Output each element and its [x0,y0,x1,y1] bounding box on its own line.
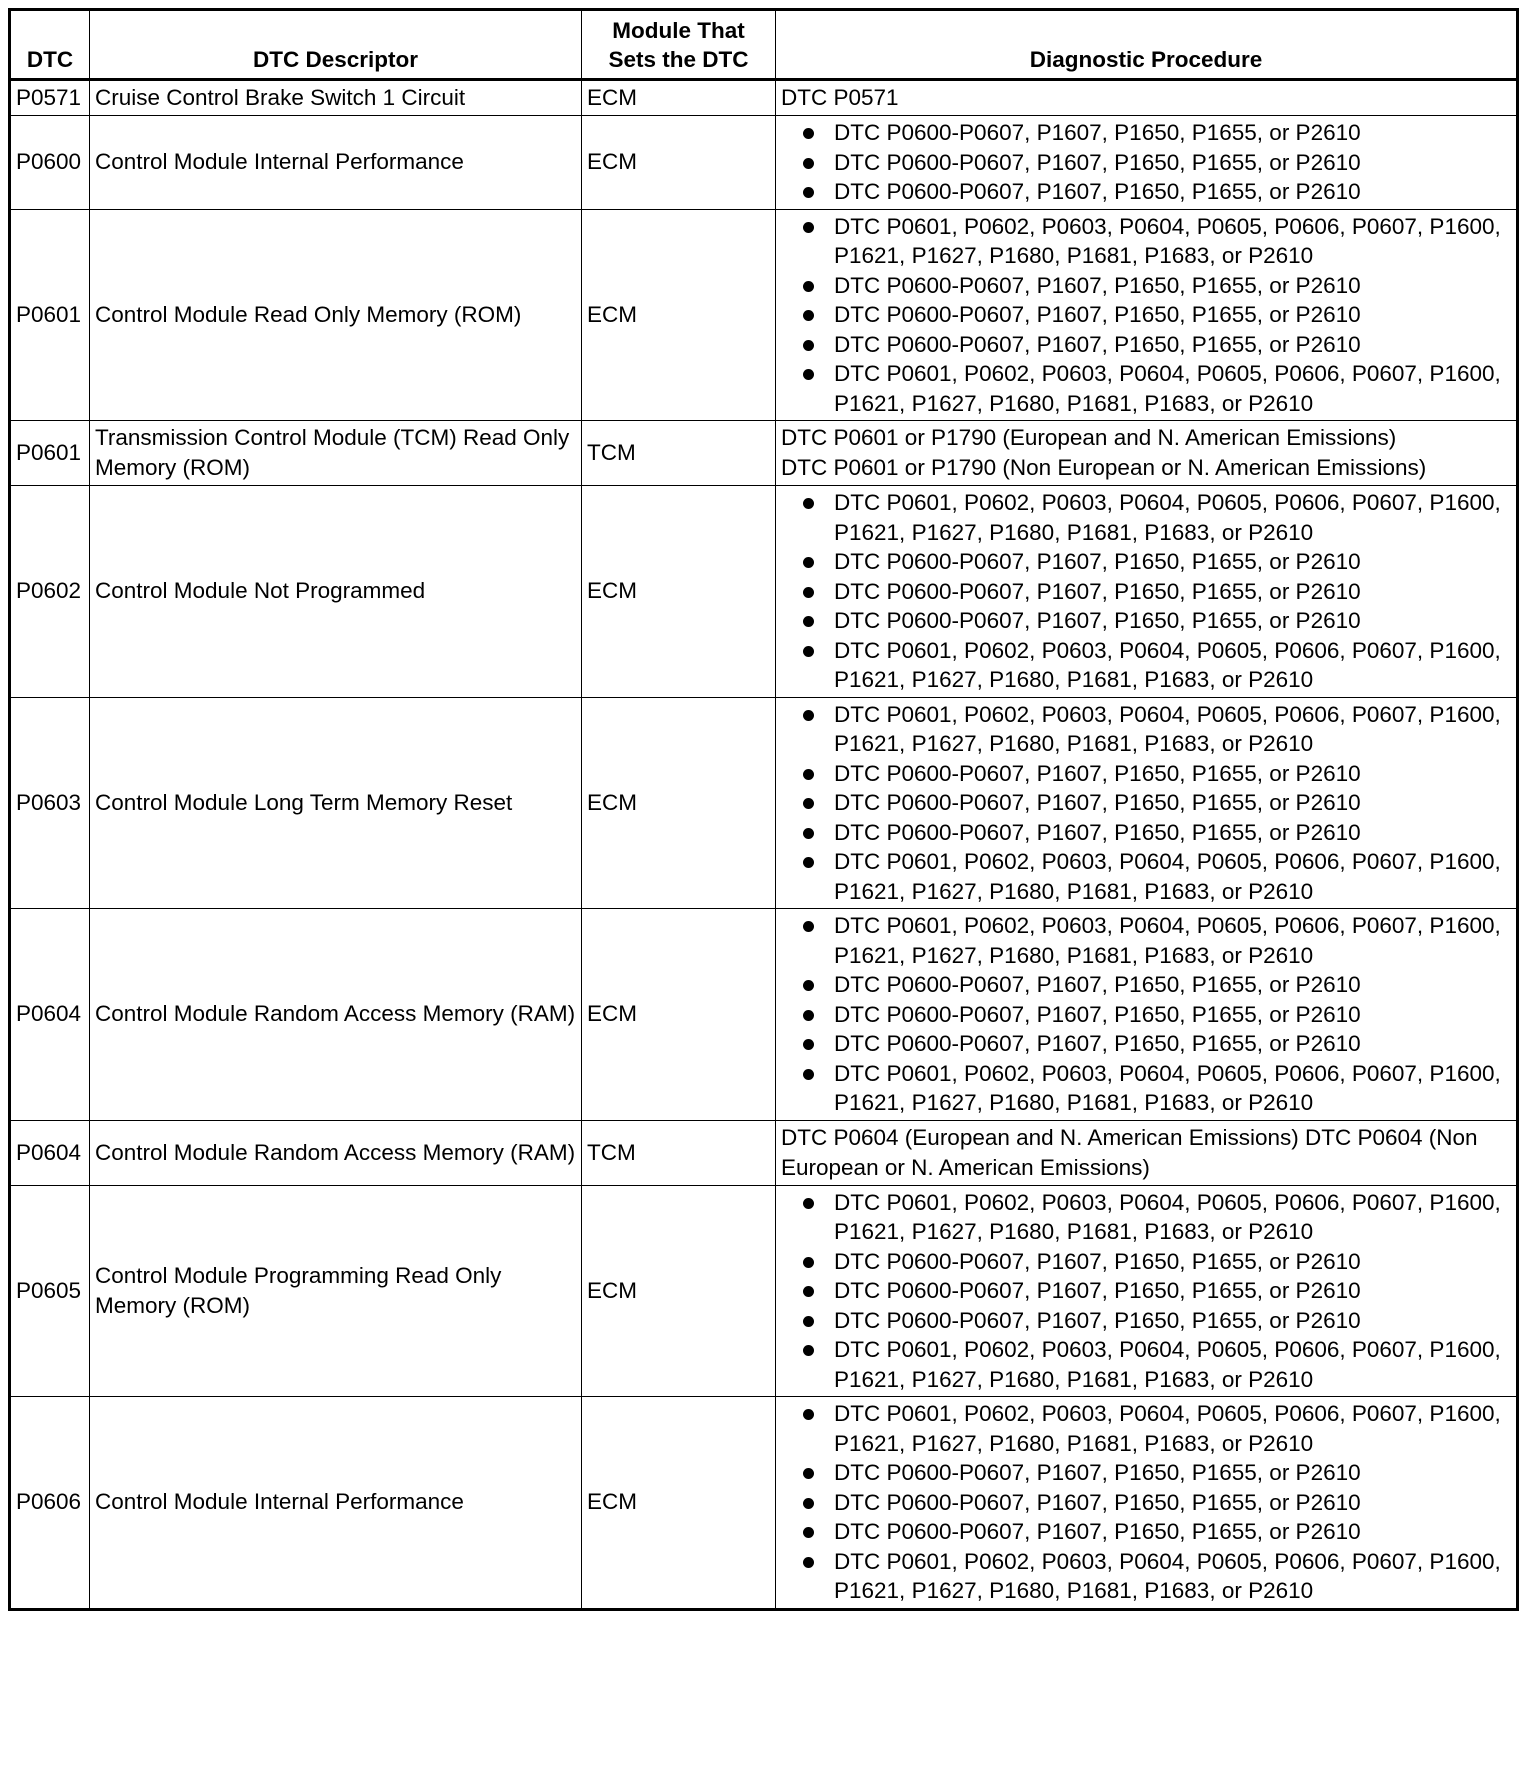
table-header [10,10,1518,80]
bullet-icon [803,1527,814,1538]
bullet-icon [803,1069,814,1080]
procedure-item-text: DTC P0601, P0602, P0603, P0604, P0605, P0606, P0607, P1600, P1621, P1627, P1680, P1681, P1683, or P2610 [834,361,1501,416]
cell-dtc: P0605 [10,1185,90,1397]
procedure-item-text: DTC P0600-P0607, P1607, P1650, P1655, or P2610 [834,549,1361,574]
table-row [10,116,1518,210]
bullet-icon [803,498,814,509]
procedure-item [781,759,1511,789]
procedure-item-text: DTC P0600-P0607, P1607, P1650, P1655, or P2610 [834,1307,1361,1333]
bullet-icon [803,769,814,780]
table-body [10,80,1518,1610]
procedure-item [781,818,1511,848]
procedure-item [781,1029,1511,1059]
bullet-icon [803,1257,814,1268]
procedure-item [781,606,1511,636]
table-row [10,209,1518,421]
procedure-item-text: DTC P0600-P0607, P1607, P1650, P1655, or P2610 [834,302,1361,327]
bullet-icon [803,340,814,351]
procedure-item [781,212,1511,271]
cell-descriptor: Transmission Control Module (TCM) Read Only Memory (ROM) [90,421,582,486]
procedure-item-text: DTC P0600-P0607, P1607, P1650, P1655, or P2610 [834,819,1361,845]
procedure-item [781,636,1511,695]
cell-module: ECM [582,1397,776,1610]
procedure-item [781,359,1511,418]
document-page [8,8,1519,1611]
bullet-icon [803,310,814,321]
procedure-line: DTC P0601 or P1790 (European and N. American Emissions) [781,425,1397,450]
bullet-icon [803,1316,814,1327]
cell-dtc: P0603 [10,697,90,909]
procedure-list [781,118,1511,207]
procedure-item-text: DTC P0600-P0607, P1607, P1650, P1655, or P2610 [834,149,1361,175]
bullet-icon [803,187,814,198]
procedure-list [781,488,1511,695]
table-row [10,1120,1518,1185]
bullet-icon [803,1198,814,1209]
bullet-icon [803,980,814,991]
procedure-item [781,1517,1511,1547]
cell-procedure [776,1120,1518,1185]
procedure-item-text: DTC P0601, P0602, P0603, P0604, P0605, P0606, P0607, P1600, P1621, P1627, P1680, P1681, P1683, or P2610 [834,1060,1501,1115]
bullet-icon [803,128,814,139]
procedure-item [781,1547,1511,1606]
bullet-icon [803,798,814,809]
procedure-item [781,1247,1511,1277]
cell-module: ECM [582,697,776,909]
procedure-item [781,330,1511,360]
bullet-icon [803,921,814,932]
cell-dtc: P0604 [10,909,90,1121]
procedure-item-text: DTC P0600-P0607, P1607, P1650, P1655, or P2610 [834,760,1361,786]
cell-module: TCM [582,1120,776,1185]
cell-module: ECM [582,909,776,1121]
procedure-item [781,1188,1511,1247]
table-row [10,80,1518,116]
procedure-item [781,148,1511,178]
cell-module: ECM [582,486,776,698]
cell-descriptor: Control Module Random Access Memory (RAM) [90,1120,582,1185]
procedure-item [781,700,1511,759]
bullet-icon [803,1039,814,1050]
bullet-icon [803,158,814,169]
bullet-icon [803,616,814,627]
procedure-item-text: DTC P0600-P0607, P1607, P1650, P1655, or P2610 [834,331,1361,357]
bullet-icon [803,1345,814,1356]
procedure-item [781,118,1511,148]
cell-dtc: P0604 [10,1120,90,1185]
procedure-item [781,547,1511,577]
cell-module: ECM [582,80,776,116]
bullet-icon [803,1010,814,1021]
procedure-item-text: DTC P0600-P0607, P1607, P1650, P1655, or P2610 [834,608,1361,633]
cell-dtc: P0571 [10,80,90,116]
bullet-icon [803,646,814,657]
procedure-item-text: DTC P0600-P0607, P1607, P1650, P1655, or P2610 [834,1278,1361,1303]
procedure-item-text: DTC P0600-P0607, P1607, P1650, P1655, or P2610 [834,1489,1361,1515]
procedure-item-text: DTC P0601, P0602, P0603, P0604, P0605, P0606, P0607, P1600, P1621, P1627, P1680, P1681, P1683, or P2610 [834,913,1501,968]
cell-descriptor: Control Module Not Programmed [90,486,582,698]
table-row [10,1397,1518,1610]
bullet-icon [803,369,814,380]
procedure-line: DTC P0601 or P1790 (Non European or N. American Emissions) [781,455,1427,480]
procedure-item-text: DTC P0601, P0602, P0603, P0604, P0605, P0606, P0607, P1600, P1621, P1627, P1680, P1681, P1683, or P2610 [834,849,1501,904]
procedure-item [781,788,1511,818]
procedure-item-text: DTC P0601, P0602, P0603, P0604, P0605, P0606, P0607, P1600, P1621, P1627, P1680, P1681, P1683, or P2610 [834,213,1501,268]
procedure-item [781,911,1511,970]
procedure-item-text: DTC P0601, P0602, P0603, P0604, P0605, P0606, P0607, P1600, P1621, P1627, P1680, P1681, P1683, or P2610 [834,1189,1501,1244]
bullet-icon [803,1468,814,1479]
table-row [10,421,1518,486]
cell-procedure [776,80,1518,116]
cell-module: ECM [582,116,776,210]
header-module-line1: Module That [612,18,745,43]
dtc-table [8,8,1519,1611]
procedure-item-text: DTC P0601, P0602, P0603, P0604, P0605, P0606, P0607, P1600, P1621, P1627, P1680, P1681, P1683, or P2610 [834,490,1501,545]
cell-descriptor: Control Module Random Access Memory (RAM) [90,909,582,1121]
header-module [582,10,776,80]
bullet-icon [803,710,814,721]
procedure-item [781,1458,1511,1488]
procedure-line: DTC P0571 [781,85,899,110]
procedure-list [781,1188,1511,1395]
procedure-item-text: DTC P0600-P0607, P1607, P1650, P1655, or P2610 [834,578,1361,604]
procedure-item-text: DTC P0600-P0607, P1607, P1650, P1655, or P2610 [834,1031,1361,1056]
procedure-item-text: DTC P0600-P0607, P1607, P1650, P1655, or P2610 [834,1460,1361,1485]
procedure-item-text: DTC P0601, P0602, P0603, P0604, P0605, P0606, P0607, P1600, P1621, P1627, P1680, P1681, P1683, or P2610 [834,701,1501,756]
procedure-item [781,177,1511,207]
procedure-item-text: DTC P0601, P0602, P0603, P0604, P0605, P0606, P0607, P1600, P1621, P1627, P1680, P1681, P1683, or P2610 [834,1337,1501,1392]
procedure-item [781,1335,1511,1394]
bullet-icon [803,828,814,839]
procedure-item [781,488,1511,547]
header-module-line2: Sets the DTC [608,47,749,72]
procedure-item-text: DTC P0600-P0607, P1607, P1650, P1655, or P2610 [834,179,1361,204]
procedure-line: DTC P0604 (European and N. American Emissions) DTC P0604 (Non European or N. American Emissions) [781,1124,1478,1180]
cell-descriptor: Control Module Internal Performance [90,1397,582,1610]
cell-dtc: P0600 [10,116,90,210]
procedure-list [781,911,1511,1118]
cell-procedure [776,697,1518,909]
bullet-icon [803,1557,814,1568]
procedure-item-text: DTC P0600-P0607, P1607, P1650, P1655, or P2610 [834,1001,1361,1027]
cell-procedure [776,421,1518,486]
cell-procedure [776,116,1518,210]
bullet-icon [803,557,814,568]
procedure-item [781,271,1511,301]
cell-procedure [776,486,1518,698]
table-row [10,486,1518,698]
header-row [10,10,1518,80]
cell-module: TCM [582,421,776,486]
cell-dtc: P0602 [10,486,90,698]
procedure-list [781,212,1511,419]
header-descriptor: DTC Descriptor [90,10,582,80]
procedure-item-text: DTC P0600-P0607, P1607, P1650, P1655, or P2610 [834,1519,1361,1544]
bullet-icon [803,281,814,292]
procedure-item [781,300,1511,330]
bullet-icon [803,857,814,868]
procedure-list [781,700,1511,907]
procedure-item [781,970,1511,1000]
procedure-item-text: DTC P0601, P0602, P0603, P0604, P0605, P0606, P0607, P1600, P1621, P1627, P1680, P1681, P1683, or P2610 [834,1401,1501,1456]
cell-dtc: P0601 [10,421,90,486]
procedure-item [781,847,1511,906]
cell-descriptor: Control Module Long Term Memory Reset [90,697,582,909]
cell-procedure [776,209,1518,421]
bullet-icon [803,1286,814,1297]
procedure-item-text: DTC P0600-P0607, P1607, P1650, P1655, or P2610 [834,272,1361,298]
table-row [10,697,1518,909]
bullet-icon [803,1498,814,1509]
procedure-item [781,1306,1511,1336]
bullet-icon [803,222,814,233]
cell-descriptor: Control Module Programming Read Only Memory (ROM) [90,1185,582,1397]
table-row [10,909,1518,1121]
cell-module: ECM [582,1185,776,1397]
procedure-item-text: DTC P0601, P0602, P0603, P0604, P0605, P0606, P0607, P1600, P1621, P1627, P1680, P1681, P1683, or P2610 [834,637,1501,692]
cell-descriptor: Cruise Control Brake Switch 1 Circuit [90,80,582,116]
header-procedure: Diagnostic Procedure [776,10,1518,80]
cell-descriptor: Control Module Read Only Memory (ROM) [90,209,582,421]
procedure-item [781,1059,1511,1118]
table-row [10,1185,1518,1397]
cell-procedure [776,1397,1518,1610]
cell-dtc: P0601 [10,209,90,421]
procedure-item-text: DTC P0601, P0602, P0603, P0604, P0605, P0606, P0607, P1600, P1621, P1627, P1680, P1681, P1683, or P2610 [834,1548,1501,1603]
procedure-item-text: DTC P0600-P0607, P1607, P1650, P1655, or P2610 [834,790,1361,815]
cell-module: ECM [582,209,776,421]
procedure-item [781,1399,1511,1458]
procedure-item-text: DTC P0600-P0607, P1607, P1650, P1655, or P2610 [834,1248,1361,1274]
bullet-icon [803,1409,814,1420]
cell-descriptor: Control Module Internal Performance [90,116,582,210]
cell-procedure [776,1185,1518,1397]
procedure-item-text: DTC P0600-P0607, P1607, P1650, P1655, or P2610 [834,972,1361,997]
procedure-item [781,577,1511,607]
procedure-item-text: DTC P0600-P0607, P1607, P1650, P1655, or P2610 [834,120,1361,145]
procedure-list [781,1399,1511,1606]
header-dtc: DTC [10,10,90,80]
cell-dtc: P0606 [10,1397,90,1610]
procedure-item [781,1276,1511,1306]
bullet-icon [803,587,814,598]
cell-procedure [776,909,1518,1121]
procedure-item [781,1000,1511,1030]
procedure-item [781,1488,1511,1518]
